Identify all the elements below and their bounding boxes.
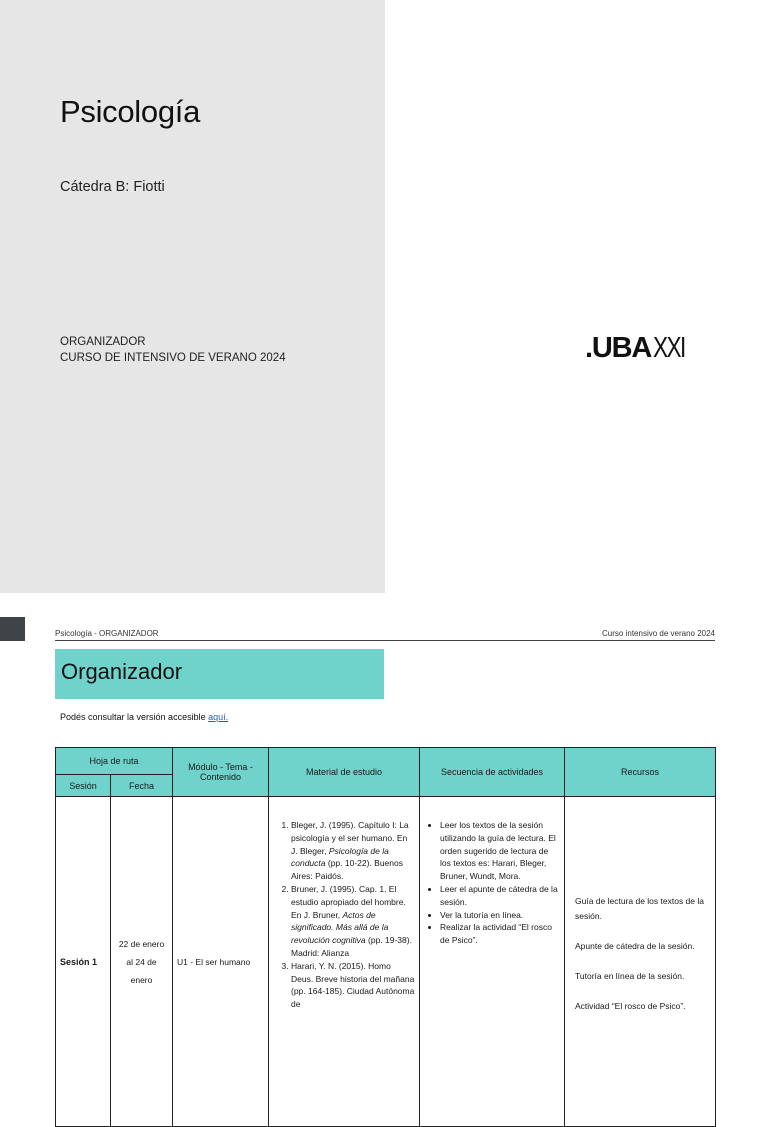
section-title-banner (55, 649, 384, 699)
running-header-right: Curso intensivo de verano 2024 (602, 629, 715, 638)
header-roadmap: Hoja de ruta (56, 748, 173, 775)
module-cell: U1 - El ser humano (173, 797, 269, 1127)
header-date: Fecha (111, 775, 173, 797)
cover-panel (0, 0, 385, 593)
header-module: Módulo - Tema - Contenido (173, 748, 269, 797)
running-header-left: Psicología - ORGANIZADOR (55, 629, 159, 638)
resource-item: Guía de lectura de los textos de la sesión. (575, 896, 704, 921)
cover-title: Psicología (60, 94, 201, 129)
material-item: 1. Bleger, J. (1995). Capítulo I: La psicología y el ser humano. En J. Bleger, Psicología de la conducta (pp. 10-22). Buenos Aires: Paidós. (291, 819, 415, 883)
accessible-version-link[interactable]: aquí. (208, 712, 229, 722)
header-resources: Recursos (565, 748, 716, 797)
sequence-cell (420, 797, 565, 1127)
resource-item: Apunte de cátedra de la sesión. (575, 941, 695, 951)
page-marker (0, 617, 25, 641)
section-title: Organizador (61, 659, 183, 684)
cover-organizer-block (60, 334, 286, 366)
sequence-item: • Leer el apunte de cátedra de la sesión. (440, 883, 560, 909)
material-item: 2. Bruner, J. (1995). Cap. 1. El estudio apropiado del hombre. En J. Bruner, Actos de significado. Más allá de la revolución cognitiva (pp. 19-38). Madrid: Alianza (291, 883, 415, 960)
accessible-version-note (60, 712, 228, 722)
accessible-version-text: Podés consultar la versión accesible (60, 712, 209, 722)
sequence-item: • Ver la tutoría en línea. (440, 909, 560, 922)
resource-item: Tutoría en línea de la sesión. (575, 971, 685, 981)
resource-item: Actividad “El rosco de Psico”. (575, 1001, 686, 1011)
organizer-table (55, 747, 716, 1127)
sequence-item: • Realizar la actividad “El rosco de Psico”. (440, 921, 560, 947)
running-header (55, 629, 715, 641)
resources-cell (565, 797, 716, 1127)
material-item: 3. Harari, Y. N. (2015). Homo Deus. Breve historia del mañana (pp. 164-185). Ciudad Autónoma de (291, 960, 415, 1011)
date-cell: 22 de enero al 24 de enero (111, 797, 173, 1127)
header-session: Sesión (56, 775, 111, 797)
material-cell (269, 797, 420, 1127)
header-sequence: Secuencia de actividades (420, 748, 565, 797)
cover-subtitle: Cátedra B: Fiotti (60, 179, 165, 195)
sequence-item: • Leer los textos de la sesión utilizando la guía de lectura. El orden sugerido de lectura de los textos es: Harari, Bleger, Bruner, Wundt, Mora. (440, 819, 560, 883)
header-material: Material de estudio (269, 748, 420, 797)
logo-suffix-text: XXI (653, 332, 685, 364)
uba-xxi-logo (585, 332, 694, 366)
course-label: CURSO DE INTENSIVO DE VERANO 2024 (60, 352, 286, 364)
session-cell: Sesión 1 (56, 797, 111, 1127)
logo-main-text: .UBA (585, 332, 652, 364)
table-row (56, 797, 716, 1127)
organizer-label: ORGANIZADOR (60, 336, 146, 348)
